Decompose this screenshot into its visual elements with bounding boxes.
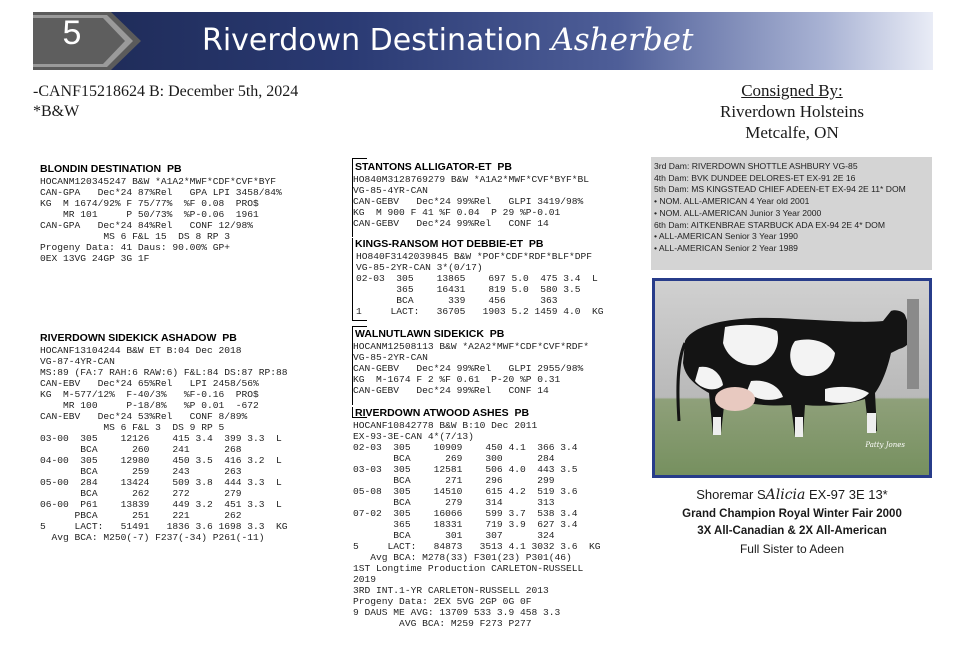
caption-award: Grand Champion Royal Winter Fair 2000 (682, 508, 902, 520)
dam-sire-name: WALNUTLAWN SIDEKICK PB (355, 328, 505, 340)
dam-dam-name: RIVERDOWN ATWOOD ASHES PB (355, 407, 530, 419)
registration-line: -CANF15218624 B: December 5th, 2024 (33, 83, 299, 100)
sire-sire-name: STANTONS ALLIGATOR-ET PB (355, 161, 512, 173)
caption-honors: 3X All-Canadian & 2X All-American (697, 525, 887, 537)
title-script: Asherbet (551, 22, 694, 58)
consigned-by-label: Consigned By: (741, 81, 843, 100)
photo-caption (652, 486, 932, 559)
sire-name: BLONDIN DESTINATION PB (40, 163, 182, 175)
lot-arrow-icon (33, 12, 143, 70)
lot-number-badge (33, 12, 143, 70)
maternal-line: 4th Dam: BVK DUNDEE DELORES-ET EX-91 2E 16 (654, 172, 856, 183)
registration-info (33, 82, 298, 122)
sire-sire-block (353, 161, 589, 229)
consignor-name: Riverdown Holsteins (719, 102, 865, 121)
lot-number: 5 (62, 14, 82, 52)
maternal-line: 3rd Dam: RIVERDOWN SHOTTLE ASHBURY VG-85 (654, 161, 858, 171)
consignor-block (690, 80, 894, 143)
sire-block (40, 163, 282, 264)
maternal-line: 5th Dam: MS KINGSTEAD CHIEF ADEEN-ET EX-94 2E 11* DOM (654, 184, 906, 195)
caption-prefix: Shoremar S (696, 487, 766, 502)
sire-dam-details: HO840F3142039845 B&W *POF*CDF*RDF*BLF*DPF VG-85-2YR-CAN 3*(0/17) 02-03 305 13865 697 5.0 475 3.4 L 365 16431 819 5.0 580 3.5 BCA 339 456 363 1 LACT: 36705 1903 5.2 1459 4.0 KG (356, 251, 604, 317)
caption-suffix: EX-97 3E 13* (805, 487, 888, 502)
dam-details: HOCANF13104244 B&W ET B:04 Dec 2018 VG-87-4YR-CAN MS:89 (FA:7 RAH:6 RAW:6) F&L:84 DS:87 RP:88 CAN-EBV Dec*24 65%Rel LPI 2458/56% KG M-577/12% F-40/3% %F-0.16 PRO$ MR 100 P-18/8% %P 0.01 -672 CAN-EBV Dec*24 53%Rel CONF 8/89% MS 6 F&L 3 DS 9 RP 5 03-00 305 12126 415 3.4 399 3.3 L BCA 260 241 268 04-00 305 12980 450 3.5 416 3.2 L BCA 259 243 263 05-00 284 13424 509 3.8 444 3.3 L BCA 262 272 279 06-00 P61 13839 449 3.2 451 3.3 L PBCA 251 221 262 5 LACT: 51491 1836 3.6 1698 3.3 KG Avg BCA: M250(-7) F237(-34) P261(-11) (40, 345, 288, 543)
caption-script: Alicia (765, 487, 806, 503)
dam-name: RIVERDOWN SIDEKICK ASHADOW PB (40, 332, 237, 344)
dam-dam-details: HOCANF10842778 B&W B:10 Dec 2011 EX-93-3E-CAN 4*(7/13) 02-03 305 10909 450 4.1 366 3.4 BCA 269 300 284 03-03 305 12581 506 4.0 443 3.5 BCA 271 296 299 05-08 305 14510 615 4.2 519 3.6 BCA 279 314 313 07-02 305 16066 599 3.7 538 3.4 365 18331 719 3.9 627 3.4 BCA 301 307 324 5 LACT: 84873 3513 4.1 3032 3.6 KG Avg BCA: M278(33) F301(23) P301(46) 1ST Longtime Production CARLETON-RUSSELL 2019 3RD INT.1-YR CARLETON-RUSSELL 2013 Progeny Data: 2EX 5VG 2GP 0G 0F 9 DAUS ME AVG: 13709 533 3.9 458 3.3 AVG BCA: M259 F273 P277 (353, 420, 601, 629)
maternal-line: • NOM. ALL-AMERICAN Junior 3 Year 2000 (654, 207, 822, 218)
maternal-line-box (651, 157, 932, 270)
page-title (202, 20, 693, 61)
caption-cow-name (652, 486, 932, 504)
dam-dam-block (353, 407, 601, 629)
maternal-line: • NOM. ALL-AMERICAN 4 Year old 2001 (654, 196, 810, 207)
dam-block (40, 332, 288, 543)
caption-relation: Full Sister to Adeen (739, 542, 845, 556)
sire-dam-name: KINGS-RANSOM HOT DEBBIE-ET PB (355, 238, 544, 250)
dam-sire-block (353, 328, 589, 396)
photo-credit: Patty Jones (865, 441, 905, 449)
dam-sire-details: HOCANM12508113 B&W *A2A2*MWF*CDF*CVF*RDF* VG-85-2YR-CAN CAN-GEBV Dec*24 99%Rel GLPI 2955/98% KG M-1674 F 2 %F 0.61 P-20 %P 0.31 CAN-GEBV Dec*24 99%Rel CONF 14 (353, 341, 590, 396)
maternal-line: • ALL-AMERICAN Senior 2 Year 1989 (654, 242, 798, 253)
maternal-line: 6th Dam: AITKENBRAE STARBUCK ADA EX-94 2E 4* DOM (654, 219, 885, 230)
sire-dam-block (353, 238, 604, 317)
maternal-line: • ALL-AMERICAN Senior 3 Year 1990 (654, 231, 798, 242)
registration-breed: *B&W (33, 103, 80, 120)
sire-details: HOCANM120345247 B&W *A1A2*MWF*CDF*CVF*BYF CAN-GPA Dec*24 87%Rel GPA LPI 3458/84% KG M 1674/92% F 75/77% %F 0.08 PRO$ MR 101 P 50/73% %P-0.06 1961 CAN-GPA Dec*24 84%Rel CONF 12/98% MS 6 F&L 15 DS 8 RP 3 Progeny Data: 41 Daus: 90.00% GP+ 0EX 13VG 24GP 3G 1F (40, 176, 282, 264)
sire-sire-details: HO840M3128769279 B&W *A1A2*MWF*CVF*BYF*BL VG-85-4YR-CAN CAN-GEBV Dec*24 99%Rel GLPI 3419/98% KG M 900 F 41 %F 0.04 P 29 %P-0.01 CAN-GEBV Dec*24 99%Rel CONF 14 (353, 174, 590, 229)
cow-photo (652, 278, 932, 478)
title-main: Riverdown Destination (202, 23, 542, 58)
consignor-location: Metcalfe, ON (745, 123, 839, 142)
